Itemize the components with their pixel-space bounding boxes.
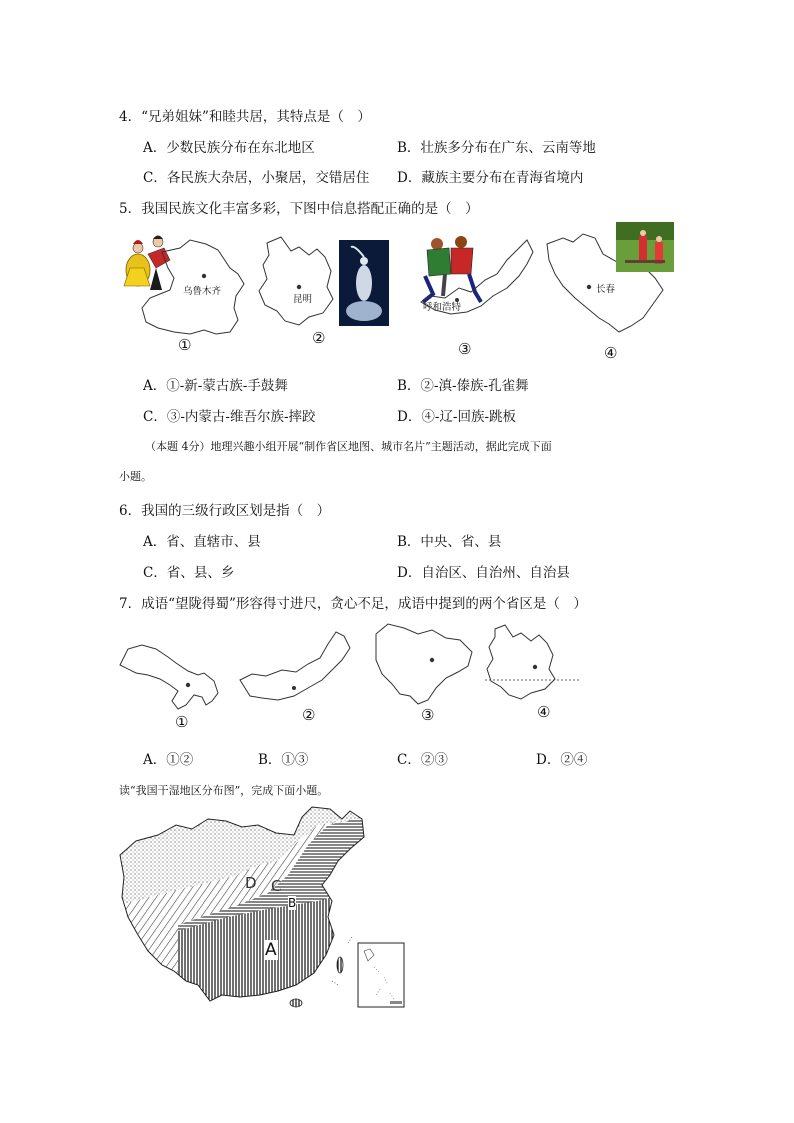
q6-stem: 6．我国的三级行政区划是指（ ） [119, 503, 331, 519]
q5-city-kunming: 昆明 [293, 294, 313, 305]
dry-region-label-c: C [271, 877, 282, 895]
q5-city-hohhot: 呼和浩特 [423, 302, 462, 313]
q7-option-b[interactable]: B．①③ [258, 752, 309, 768]
q4-option-a[interactable]: A．少数民族分布在东北地区 [143, 140, 315, 156]
q7-map-inner-mongolia [238, 630, 363, 705]
q7-map-number-4: ④ [537, 703, 551, 721]
q4-option-c[interactable]: C．各民族大杂居，小聚居，交错居住 [143, 170, 370, 186]
q5-option-b[interactable]: B．②-滇-傣族-孔雀舞 [397, 378, 529, 394]
q5-stem: 5．我国民族文化丰富多彩，下图中信息搭配正确的是（ ） [119, 201, 479, 217]
q7-map-sichuan [370, 620, 480, 710]
q5-map-yunnan [255, 235, 390, 335]
dry-region-label-d: D [245, 874, 257, 892]
q6-option-a[interactable]: A．省、直辖市、县 [143, 534, 261, 550]
q6-option-c[interactable]: C．省、县、乡 [143, 565, 235, 581]
q5-option-d[interactable]: D．④-辽-回族-跳板 [397, 409, 517, 425]
q6-option-d[interactable]: D．自治区、自治州、自治县 [397, 565, 570, 581]
q7-map-number-3: ③ [421, 706, 435, 724]
activity-intro-line2: 小题。 [119, 470, 152, 483]
uyghur-dancer-figure [124, 236, 170, 291]
south-china-sea-inset [358, 943, 404, 1007]
q6-option-b[interactable]: B．中央、省、县 [397, 534, 502, 550]
dry-region-label-b: B [288, 896, 297, 910]
q7-option-a[interactable]: A．①② [143, 752, 194, 768]
q5-map-number-1: ① [178, 336, 192, 354]
mongol-wrestlers-figure [423, 236, 481, 302]
q7-map-yunnan [483, 623, 583, 703]
china-dry-wet-map [118, 805, 410, 1015]
q7-option-c[interactable]: C．②③ [397, 752, 448, 768]
q7-map-gansu [118, 635, 228, 715]
q5-option-a[interactable]: A．①-新-蒙古族-手鼓舞 [143, 378, 288, 394]
q5-city-urumqi: 乌鲁木齐 [183, 286, 222, 297]
peacock-dancer-photo [339, 240, 389, 326]
jump-board-photo [616, 222, 674, 272]
activity-intro-line1: （本题 4分）地理兴趣小组开展“制作省区地图、城市名片”主题活动，据此完成下面 [145, 440, 552, 453]
dry-region-label-a: A [265, 940, 277, 960]
q5-map-number-4: ④ [604, 344, 618, 362]
q4-option-b[interactable]: B．壮族多分布在广东、云南等地 [397, 140, 596, 156]
q4-stem: 4．“兄弟姐妹”和睦共居，其特点是（ ） [119, 109, 371, 125]
q7-map-number-1: ① [175, 713, 189, 731]
q5-city-changchun: 长春 [596, 284, 616, 295]
q7-map-number-2: ② [302, 706, 316, 724]
q7-option-d[interactable]: D．②④ [536, 752, 588, 768]
q5-map-number-3: ③ [458, 340, 472, 358]
q5-option-c[interactable]: C．③-内蒙古-维吾尔族-摔跤 [143, 409, 316, 425]
q4-option-d[interactable]: D．藏族主要分布在青海省境内 [397, 170, 584, 186]
q7-stem: 7．成语“望陇得蜀”形容得寸进尺，贪心不足，成语中提到的两个省区是（ ） [119, 596, 587, 612]
dry-wet-map-intro: 读“我国干湿地区分布图”，完成下面小题。 [119, 784, 329, 797]
q5-map-number-2: ② [312, 329, 326, 347]
